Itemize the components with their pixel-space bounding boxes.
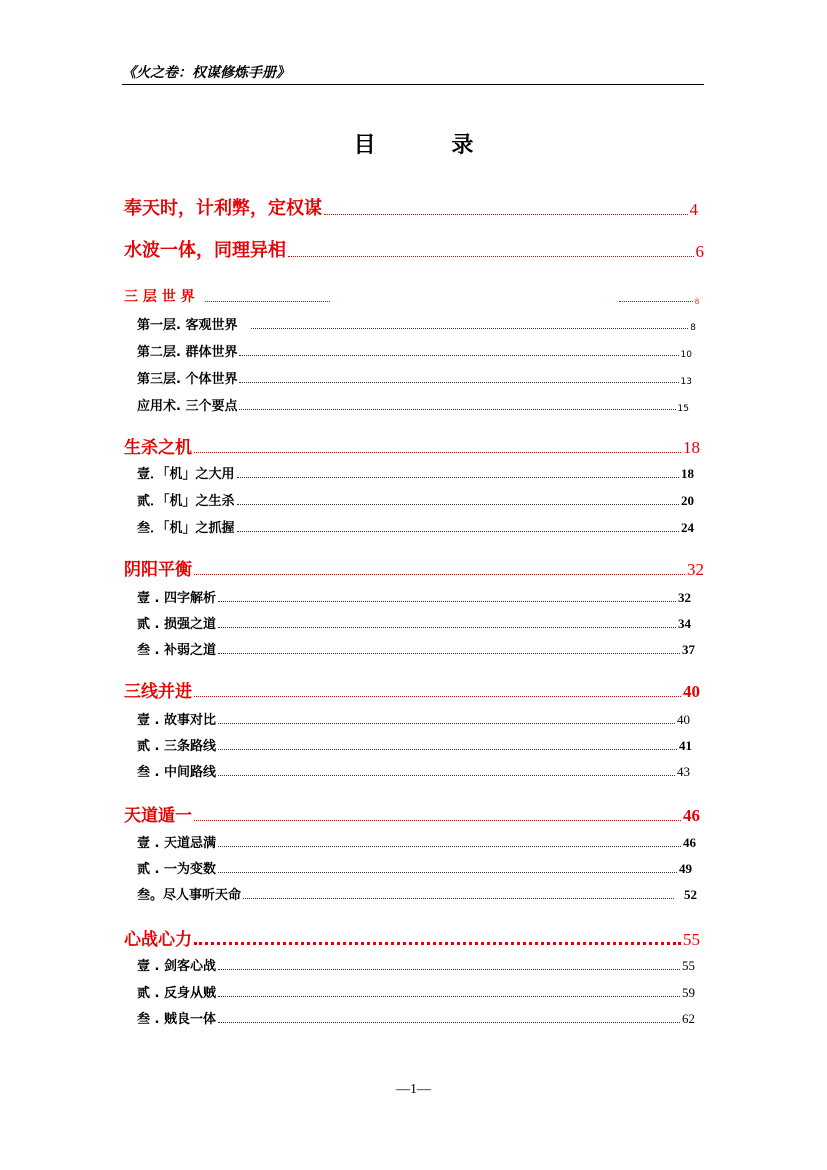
toc-entry-label: 阴阳平衡 (124, 560, 192, 580)
leader-dots (239, 355, 678, 356)
toc-subentry[interactable] (137, 516, 694, 536)
leader-dots (194, 452, 681, 453)
toc-title: 目 录 (353, 133, 508, 158)
toc-entry[interactable] (124, 802, 700, 826)
toc-subentry[interactable] (137, 367, 692, 387)
toc-subentry-label: 叁 . 中间路线 (137, 765, 216, 780)
toc-subentry-label: 壹 . 剑客心战 (137, 959, 216, 974)
leader-dots (218, 872, 677, 873)
toc-subentry-page: 40 (677, 712, 690, 727)
leader-dots (324, 214, 688, 215)
toc-subentry-page: 13 (680, 377, 692, 387)
toc-subentry-page: 49 (679, 861, 692, 876)
toc-entry[interactable] (124, 678, 700, 702)
toc-entry-page: 8 (695, 297, 699, 306)
toc-subentry-label: 壹 . 四字解析 (137, 591, 216, 606)
toc-entry-page: 40 (683, 682, 700, 701)
leader-dots (218, 775, 675, 776)
toc-subentry[interactable] (137, 954, 695, 974)
leader-dots (194, 696, 681, 697)
toc-subentry[interactable] (137, 638, 695, 658)
book-title: 《火之卷：权谋修炼手册》 (122, 65, 290, 81)
toc-subentry[interactable] (137, 760, 690, 780)
leader-dots (218, 749, 677, 750)
toc-subentry-page: 37 (682, 642, 695, 657)
leader-dots (243, 898, 674, 899)
toc-subentry[interactable] (137, 1007, 695, 1027)
toc-entry-page: 55 (683, 930, 700, 949)
toc-subentry-page: 24 (681, 520, 694, 535)
leader-dots (218, 969, 680, 970)
toc-entry[interactable] (124, 194, 698, 220)
toc-subentry-page: 59 (682, 985, 695, 1000)
toc-subentry[interactable] (137, 708, 690, 728)
toc-subentry-page: 55 (682, 958, 695, 973)
toc-subentry[interactable] (137, 981, 695, 1001)
leader-dots (218, 601, 676, 602)
toc-subentry-page: 62 (682, 1011, 695, 1026)
toc-subentry[interactable] (137, 313, 696, 333)
toc-subentry-label: 贰 . 反身从贼 (137, 986, 216, 1001)
leader-dots (194, 942, 681, 945)
leader-dots (237, 504, 679, 505)
toc-entry[interactable] (124, 926, 700, 950)
toc-subentry-label: 叁。尽人事听天命 (137, 888, 242, 903)
page-header (122, 62, 704, 85)
toc-subentry[interactable] (137, 489, 694, 509)
toc-subentry-label: 第二层. 群体世界 (137, 345, 238, 360)
toc-subentry[interactable] (137, 883, 697, 903)
leader-dots (218, 627, 676, 628)
toc-entry-label: 水波一体，同理异相 (124, 240, 286, 261)
leader-dots (239, 382, 678, 383)
leader-dots (288, 256, 694, 257)
leader-dots (237, 531, 679, 532)
leader-dots (218, 996, 680, 997)
toc-subentry-page: 46 (683, 835, 696, 850)
leader-dots (218, 846, 681, 847)
toc-entry[interactable] (124, 236, 704, 262)
toc-subentry[interactable] (137, 394, 689, 414)
toc-subentry-label: 贰 . 一为变数 (137, 862, 216, 877)
toc-subentry[interactable] (137, 734, 692, 754)
toc-subentry[interactable] (137, 340, 692, 360)
toc-entry-page: 6 (695, 242, 704, 261)
toc-subentry-page: 32 (678, 590, 691, 605)
toc-subentry-label: 第一层. 客观世界 (137, 318, 238, 333)
toc-entry[interactable] (124, 556, 704, 580)
toc-entry[interactable] (124, 286, 699, 306)
toc-subentry-page: 15 (677, 404, 689, 414)
toc-subentry-page: 20 (681, 493, 694, 508)
toc-subentry[interactable] (137, 612, 691, 632)
toc-entry-label: 三线并进 (124, 682, 192, 702)
toc-entry-page: 46 (683, 806, 700, 825)
toc-subentry-page: 10 (680, 350, 692, 360)
leader-dots (218, 653, 680, 654)
leader-dots (218, 723, 675, 724)
toc-subentry-label: 第三层. 个体世界 (137, 372, 238, 387)
leader-dots (619, 301, 693, 302)
toc-subentry[interactable] (137, 831, 696, 851)
toc-entry-label: 天道遁一 (124, 806, 192, 826)
leader-dots (251, 328, 688, 329)
toc-entry-page: 4 (689, 200, 698, 219)
toc-entry[interactable] (124, 434, 700, 458)
toc-subentry[interactable] (137, 586, 691, 606)
toc-entry-label: 生杀之机 (124, 438, 192, 458)
toc-subentry-label: 壹 . 故事对比 (137, 713, 216, 728)
toc-entry-label: 心战心力 (124, 930, 192, 950)
toc-subentry-label: 叁．「机」之抓握 (137, 521, 235, 536)
toc-subentry[interactable] (137, 462, 694, 482)
leader-dots (205, 301, 330, 302)
toc-subentry-page: 41 (679, 738, 692, 753)
toc-entry-page: 18 (683, 438, 700, 457)
toc-subentry-label: 贰 . 损强之道 (137, 617, 216, 632)
toc-subentry-label: 壹 . 天道忌满 (137, 836, 216, 851)
toc-entry-label: 奉天时，计利弊，定权谋 (124, 198, 322, 219)
toc-subentry-page: 18 (681, 466, 694, 481)
leader-dots (237, 477, 679, 478)
leader-dots (194, 820, 681, 821)
toc-subentry-page: 52 (684, 887, 697, 902)
toc-subentry-label: 叁 . 贼良一体 (137, 1012, 216, 1027)
toc-subentry-label: 贰 . 三条路线 (137, 739, 216, 754)
toc-subentry[interactable] (137, 857, 692, 877)
toc-subentry-label: 应用术. 三个要点 (137, 399, 238, 414)
page-number: —1— (396, 1082, 431, 1097)
leader-dots (239, 409, 675, 410)
toc-subentry-page: 43 (677, 764, 690, 779)
toc-subentry-label: 叁 . 补弱之道 (137, 643, 216, 658)
leader-dots (218, 1022, 680, 1023)
toc-subentry-label: 壹．「机」之大用 (137, 467, 235, 482)
toc-subentry-page: 8 (690, 323, 696, 333)
toc-entry-label: 三 层 世 界 (124, 289, 195, 305)
leader-dots (194, 574, 685, 575)
toc-entry-page: 32 (687, 560, 704, 579)
toc-subentry-label: 贰．「机」之生杀 (137, 494, 235, 509)
toc-subentry-page: 34 (678, 616, 691, 631)
